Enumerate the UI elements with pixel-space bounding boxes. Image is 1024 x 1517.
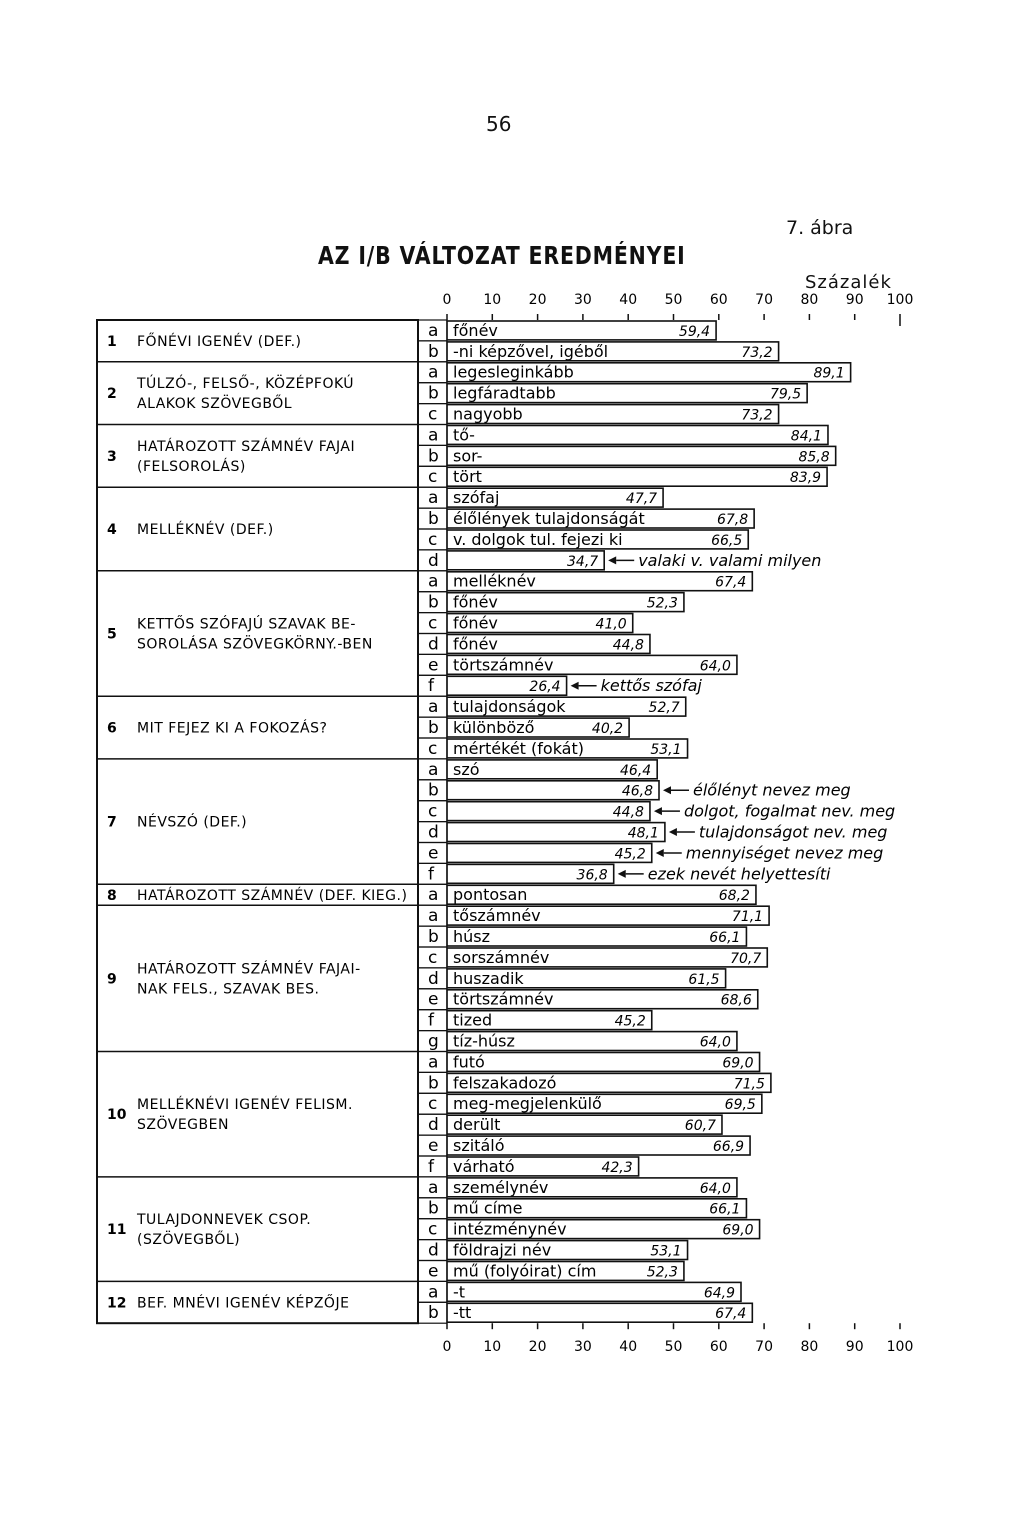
bar-annotation: dolgot, fogalmat nev. meg bbox=[683, 801, 896, 821]
group-number: 2 bbox=[107, 386, 117, 403]
figure-label: 7. ábra bbox=[786, 217, 854, 239]
bar-value: 47,7 bbox=[625, 491, 658, 508]
group-number: 9 bbox=[107, 971, 117, 988]
bar-value: 44,8 bbox=[612, 637, 644, 654]
bar-value: 89,1 bbox=[813, 365, 845, 382]
bar-value: 73,2 bbox=[741, 407, 773, 424]
item-letter: b bbox=[428, 718, 439, 738]
bar-value: 73,2 bbox=[741, 344, 773, 361]
bar-label: -ni képzővel, igéből bbox=[453, 341, 609, 361]
bar-row bbox=[418, 383, 807, 404]
item-letter: c bbox=[428, 467, 438, 488]
x-tick-label: 40 bbox=[619, 292, 638, 308]
arrow-icon bbox=[663, 786, 671, 794]
item-letter: a bbox=[428, 362, 439, 383]
bar-value: 64,0 bbox=[699, 1180, 731, 1197]
bar-label: tized bbox=[453, 1010, 493, 1030]
bar-annotation: tulajdonságot nev. meg bbox=[698, 822, 888, 842]
bar-value: 64,0 bbox=[699, 1034, 731, 1051]
bar-value: 52,7 bbox=[648, 700, 680, 717]
category-group bbox=[97, 696, 688, 759]
item-letter: f bbox=[428, 1010, 434, 1031]
item-letter: e bbox=[428, 989, 439, 1010]
bar-row bbox=[418, 550, 821, 571]
bar-label: v. dolgok tul. fejezi ki bbox=[453, 529, 623, 549]
bar-annotation: ezek nevét helyettesíti bbox=[647, 864, 831, 884]
bar-value: 71,1 bbox=[731, 909, 764, 926]
bar-value: 45,2 bbox=[614, 846, 646, 863]
bar-label: várható bbox=[453, 1156, 515, 1176]
bar-value: 41,0 bbox=[595, 616, 627, 633]
group-number: 5 bbox=[107, 626, 117, 643]
bar-label: intézménynév bbox=[453, 1219, 567, 1239]
item-letter: a bbox=[428, 1177, 439, 1198]
bar-row bbox=[418, 675, 702, 696]
arrow-icon bbox=[618, 870, 626, 878]
bar bbox=[447, 927, 746, 946]
x-tick-label: 30 bbox=[573, 1339, 592, 1356]
item-letter: g bbox=[428, 1031, 439, 1052]
bar-value: 69,0 bbox=[722, 1222, 754, 1239]
bar-row bbox=[418, 1302, 752, 1323]
bar-row bbox=[418, 341, 779, 362]
bar-label: főnév bbox=[453, 634, 498, 654]
group-label: FŐNÉVI IGENÉV (DEF.) bbox=[137, 333, 302, 350]
item-letter: d bbox=[428, 550, 439, 571]
bar-label: élőlények tulajdonságát bbox=[453, 509, 645, 528]
bar-annotation: kettős szófaj bbox=[600, 676, 702, 696]
bar-row bbox=[418, 634, 650, 655]
x-tick-label: 0 bbox=[442, 1339, 452, 1356]
bar-row bbox=[418, 1010, 652, 1031]
x-axis-bottom bbox=[443, 1323, 914, 1355]
x-tick-label: 100 bbox=[886, 1339, 914, 1356]
item-letter: d bbox=[428, 1240, 439, 1261]
bar-value: 44,8 bbox=[612, 804, 644, 821]
page-number: 56 bbox=[486, 112, 512, 136]
bar-label: szó bbox=[453, 759, 480, 779]
x-tick-label: 10 bbox=[483, 292, 502, 308]
bar-value: 68,6 bbox=[720, 992, 752, 1009]
bar-row bbox=[418, 613, 633, 634]
bar-value: 64,0 bbox=[699, 658, 731, 675]
bar-label: legfáradtabb bbox=[453, 383, 556, 403]
item-letter: c bbox=[428, 801, 438, 822]
group-number: 1 bbox=[107, 333, 117, 350]
bar-label: sor- bbox=[453, 446, 483, 466]
x-tick-label: 60 bbox=[709, 1339, 728, 1356]
bar-row bbox=[418, 843, 883, 864]
bar-label: különböző bbox=[453, 718, 535, 737]
bar-annotation: mennyiséget nevez meg bbox=[685, 843, 884, 863]
bar bbox=[447, 1303, 752, 1322]
group-label: HATÁROZOTT SZÁMNÉV (DEF. KIEG.) bbox=[137, 887, 408, 904]
x-tick-label: 0 bbox=[442, 292, 452, 308]
item-letter: e bbox=[428, 1136, 439, 1156]
item-letter: c bbox=[428, 529, 438, 550]
bar-value: 34,7 bbox=[567, 553, 599, 570]
bar-row bbox=[418, 529, 748, 550]
item-letter: b bbox=[428, 383, 439, 404]
bar-value: 53,1 bbox=[650, 741, 682, 758]
bar-row bbox=[418, 1240, 688, 1261]
item-letter: e bbox=[428, 843, 439, 864]
group-label: SZÖVEGBEN bbox=[137, 1117, 229, 1134]
bar-row bbox=[418, 822, 887, 843]
bar-label: futó bbox=[453, 1052, 485, 1072]
bar-label: pontosan bbox=[453, 885, 528, 905]
bar-value: 45,2 bbox=[614, 1013, 646, 1030]
category-group bbox=[97, 1281, 752, 1323]
item-letter: b bbox=[428, 446, 439, 467]
bar-row bbox=[418, 1198, 746, 1219]
group-label: NÉVSZÓ (DEF.) bbox=[137, 814, 248, 831]
bar-value: 40,2 bbox=[591, 721, 624, 737]
category-group bbox=[97, 1052, 771, 1177]
unit-label: Százalék bbox=[805, 272, 892, 293]
x-tick-label: 50 bbox=[664, 1339, 683, 1356]
item-letter: b bbox=[428, 509, 439, 529]
item-letter: c bbox=[428, 404, 438, 425]
bar-value: 64,9 bbox=[703, 1285, 735, 1302]
group-number: 6 bbox=[107, 720, 117, 737]
group-number: 7 bbox=[107, 814, 117, 831]
item-letter: d bbox=[428, 634, 439, 655]
group-label: (SZÖVEGBŐL) bbox=[137, 1232, 241, 1249]
bar-label: földrajzi név bbox=[453, 1240, 552, 1260]
bar-row bbox=[418, 571, 752, 592]
bar-value: 71,5 bbox=[733, 1076, 765, 1093]
item-letter: b bbox=[428, 1303, 439, 1324]
chart-title: AZ I/B VÁLTOZAT EREDMÉNYEI bbox=[318, 241, 686, 270]
bar-value: 85,8 bbox=[798, 449, 830, 466]
bar-value: 52,3 bbox=[646, 1264, 678, 1281]
x-tick-label: 90 bbox=[845, 292, 864, 308]
bar-value: 26,4 bbox=[529, 679, 561, 696]
bar-label: meg-megjelenkülő bbox=[453, 1094, 602, 1114]
item-letter: a bbox=[428, 571, 439, 592]
item-letter: a bbox=[428, 759, 439, 780]
bar bbox=[447, 1282, 741, 1301]
x-tick-label: 80 bbox=[800, 1339, 819, 1356]
bar-row bbox=[418, 696, 686, 717]
group-label: TULAJDONNEVEK CSOP. bbox=[137, 1212, 312, 1229]
bar-value: 61,5 bbox=[688, 971, 720, 988]
bar-row bbox=[418, 508, 754, 529]
item-letter: c bbox=[428, 1094, 438, 1115]
bar-value: 66,1 bbox=[709, 930, 741, 946]
bar-value: 69,0 bbox=[722, 1055, 754, 1072]
group-label: SOROLÁSA SZÖVEGKÖRNY.-BEN bbox=[137, 636, 373, 653]
bar-row bbox=[418, 717, 629, 738]
bar-label: szófaj bbox=[453, 488, 500, 508]
bar-label: tört bbox=[453, 467, 482, 487]
bar-row bbox=[418, 863, 831, 884]
category-group bbox=[97, 884, 756, 905]
bar-value: 59,4 bbox=[678, 323, 711, 340]
item-letter: b bbox=[428, 341, 439, 362]
bar-row bbox=[418, 968, 726, 989]
bar-row bbox=[418, 1031, 737, 1052]
item-letter: a bbox=[428, 425, 439, 446]
group-label: BEF. MNÉVI IGENÉV KÉPZŐJE bbox=[137, 1295, 350, 1312]
bar-value: 36,8 bbox=[576, 867, 608, 884]
bar-row bbox=[418, 1156, 639, 1177]
bar-row bbox=[418, 947, 767, 968]
bar-label: -tt bbox=[453, 1303, 472, 1323]
bar-value: 42,3 bbox=[601, 1159, 633, 1176]
bar-label: nagyobb bbox=[453, 404, 523, 424]
group-label: HATÁROZOTT SZÁMNÉV FAJAI- bbox=[137, 961, 361, 978]
bar-label: húsz bbox=[453, 927, 491, 946]
item-letter: b bbox=[428, 592, 439, 613]
item-letter: e bbox=[428, 655, 439, 676]
bar-label: huszadik bbox=[453, 968, 524, 988]
bar-value: 53,1 bbox=[650, 1243, 682, 1260]
bar-row bbox=[418, 1114, 722, 1135]
bar-row bbox=[418, 1135, 750, 1156]
bar-row bbox=[418, 738, 688, 759]
group-label: NAK FELS., SZAVAK BES. bbox=[137, 981, 320, 998]
bar-value: 66,5 bbox=[711, 532, 743, 549]
item-letter: f bbox=[428, 1156, 434, 1177]
x-tick-label: 90 bbox=[845, 1339, 864, 1356]
bar-row bbox=[418, 425, 828, 446]
bar-value: 66,1 bbox=[709, 1201, 741, 1218]
bar-row bbox=[418, 487, 663, 508]
group-label: ALAKOK SZÖVEGBŐL bbox=[137, 396, 293, 413]
x-tick-label: 80 bbox=[800, 292, 819, 308]
bar-label: főnév bbox=[453, 613, 498, 633]
bar-label: főnév bbox=[453, 320, 498, 340]
bar-row bbox=[418, 780, 851, 801]
bar-value: 84,1 bbox=[790, 428, 822, 445]
group-label: MIT FEJEZ KI A FOKOZÁS? bbox=[137, 720, 328, 737]
item-letter: a bbox=[428, 320, 439, 341]
item-letter: f bbox=[428, 864, 434, 885]
item-letter: c bbox=[428, 738, 438, 759]
bar-value: 67,8 bbox=[716, 512, 749, 528]
group-number: 11 bbox=[107, 1222, 127, 1239]
item-letter: f bbox=[428, 676, 434, 697]
bar-row bbox=[418, 759, 657, 780]
bar-label: legesleginkább bbox=[453, 362, 574, 382]
item-letter: b bbox=[428, 1198, 439, 1219]
item-letter: b bbox=[428, 1073, 439, 1094]
group-label: HATÁROZOTT SZÁMNÉV FAJAI bbox=[137, 438, 356, 455]
category-group bbox=[97, 425, 836, 488]
bar-value: 67,4 bbox=[715, 1306, 747, 1323]
bar-row bbox=[418, 926, 746, 947]
category-group bbox=[97, 1177, 760, 1282]
bar-row bbox=[418, 445, 836, 466]
group-number: 10 bbox=[107, 1107, 127, 1124]
category-group bbox=[107, 320, 779, 362]
bar-label: törtszámnév bbox=[453, 989, 554, 1009]
group-number: 8 bbox=[107, 887, 117, 904]
x-axis-top bbox=[443, 292, 914, 320]
bar-row bbox=[418, 1261, 684, 1282]
bar-label: tulajdonságok bbox=[453, 697, 566, 717]
bar-value: 60,7 bbox=[684, 1118, 716, 1135]
item-letter: e bbox=[428, 1261, 439, 1282]
bar-row bbox=[418, 1177, 737, 1198]
bar-label: melléknév bbox=[453, 571, 536, 591]
bar-value: 70,7 bbox=[730, 950, 762, 967]
bar-label: derült bbox=[453, 1115, 501, 1135]
item-letter: a bbox=[428, 1052, 439, 1073]
arrow-icon bbox=[654, 807, 662, 815]
group-label: KETTŐS SZÓFAJÚ SZAVAK BE- bbox=[137, 616, 356, 633]
x-tick-label: 10 bbox=[483, 1339, 502, 1356]
category-group bbox=[97, 487, 821, 571]
x-tick-label: 60 bbox=[709, 292, 728, 308]
bar-row bbox=[418, 989, 758, 1010]
item-letter: a bbox=[428, 906, 439, 927]
group-label: TÚLZÓ-, FELSŐ-, KÖZÉPFOKÚ bbox=[137, 376, 355, 393]
bar-label: tő- bbox=[453, 425, 475, 445]
group-label: MELLÉKNÉVI IGENÉV FELISM. bbox=[137, 1097, 353, 1114]
bar-label: -t bbox=[453, 1282, 466, 1302]
bar-value: 52,3 bbox=[646, 595, 678, 612]
group-number: 12 bbox=[107, 1295, 127, 1312]
bar-label: főnév bbox=[453, 592, 498, 612]
bar bbox=[447, 467, 827, 486]
arrow-icon bbox=[608, 556, 616, 564]
item-letter: b bbox=[428, 780, 439, 801]
item-letter: b bbox=[428, 927, 439, 947]
x-tick-label: 70 bbox=[755, 1339, 774, 1356]
group-number: 3 bbox=[107, 448, 117, 465]
bar-row bbox=[418, 404, 779, 425]
category-group bbox=[97, 571, 752, 696]
bar-label: törtszámnév bbox=[453, 655, 554, 675]
x-tick-label: 20 bbox=[528, 1339, 547, 1356]
bar-value: 67,4 bbox=[715, 574, 747, 591]
item-letter: c bbox=[428, 947, 438, 968]
bar-row bbox=[418, 320, 716, 341]
bar-label: személynév bbox=[453, 1177, 549, 1197]
bar-annotation: élőlényt nevez meg bbox=[693, 780, 851, 800]
bar-row bbox=[418, 1072, 771, 1093]
arrow-icon bbox=[656, 849, 664, 857]
x-tick-label: 100 bbox=[886, 292, 914, 308]
item-letter: d bbox=[428, 968, 439, 989]
bar-row bbox=[418, 884, 756, 905]
category-group bbox=[97, 759, 895, 884]
bar-label: mű (folyóirat) cím bbox=[453, 1261, 597, 1281]
item-letter: c bbox=[428, 613, 438, 634]
bar-label: felszakadozó bbox=[453, 1073, 557, 1093]
bar-label: mű címe bbox=[453, 1198, 523, 1218]
bar-label: tíz-húsz bbox=[453, 1031, 515, 1051]
bar-row bbox=[418, 654, 737, 675]
bar-row bbox=[418, 905, 769, 926]
item-letter: c bbox=[428, 1219, 438, 1240]
bar-label: tőszámnév bbox=[453, 906, 541, 926]
category-group bbox=[97, 362, 851, 425]
bar-value: 69,5 bbox=[724, 1097, 756, 1114]
bar-label: szitáló bbox=[453, 1136, 505, 1155]
item-letter: a bbox=[428, 697, 439, 718]
bar-label: sorszámnév bbox=[453, 947, 550, 967]
bar-value: 46,4 bbox=[620, 762, 652, 779]
bar-value: 46,8 bbox=[621, 783, 654, 800]
bar bbox=[447, 446, 836, 465]
bar-annotation: valaki v. valami milyen bbox=[638, 550, 822, 570]
bar-value: 48,1 bbox=[627, 825, 659, 842]
bar-row bbox=[418, 1093, 762, 1114]
x-tick-label: 20 bbox=[528, 292, 547, 308]
bar-row bbox=[418, 1052, 760, 1073]
bar-label: mértékét (fokát) bbox=[453, 738, 584, 758]
bar-row bbox=[418, 1219, 760, 1240]
bar-value: 68,2 bbox=[718, 888, 750, 905]
x-tick-label: 30 bbox=[573, 292, 592, 308]
x-tick-label: 50 bbox=[664, 292, 683, 308]
bar-row bbox=[418, 362, 851, 383]
bar-value: 79,5 bbox=[769, 386, 802, 403]
bar bbox=[447, 426, 828, 445]
bar-row bbox=[418, 592, 684, 613]
group-label: MELLÉKNÉV (DEF.) bbox=[137, 522, 274, 538]
bar-row bbox=[418, 801, 895, 822]
x-tick-label: 40 bbox=[619, 1339, 638, 1356]
arrow-icon bbox=[669, 828, 677, 836]
arrow-icon bbox=[571, 682, 579, 690]
item-letter: a bbox=[428, 488, 439, 509]
item-letter: a bbox=[428, 1282, 439, 1303]
bar-row bbox=[418, 1281, 741, 1302]
x-tick-label: 70 bbox=[755, 292, 774, 308]
bar-row bbox=[418, 466, 827, 487]
bar bbox=[447, 1053, 760, 1072]
group-number: 4 bbox=[107, 522, 117, 538]
category-group bbox=[97, 905, 769, 1051]
item-letter: d bbox=[428, 1115, 439, 1136]
item-letter: d bbox=[428, 822, 439, 843]
bar-value: 83,9 bbox=[789, 470, 822, 487]
group-label: (FELSOROLÁS) bbox=[137, 458, 246, 475]
bar-value: 66,9 bbox=[712, 1139, 745, 1155]
item-letter: a bbox=[428, 885, 439, 906]
